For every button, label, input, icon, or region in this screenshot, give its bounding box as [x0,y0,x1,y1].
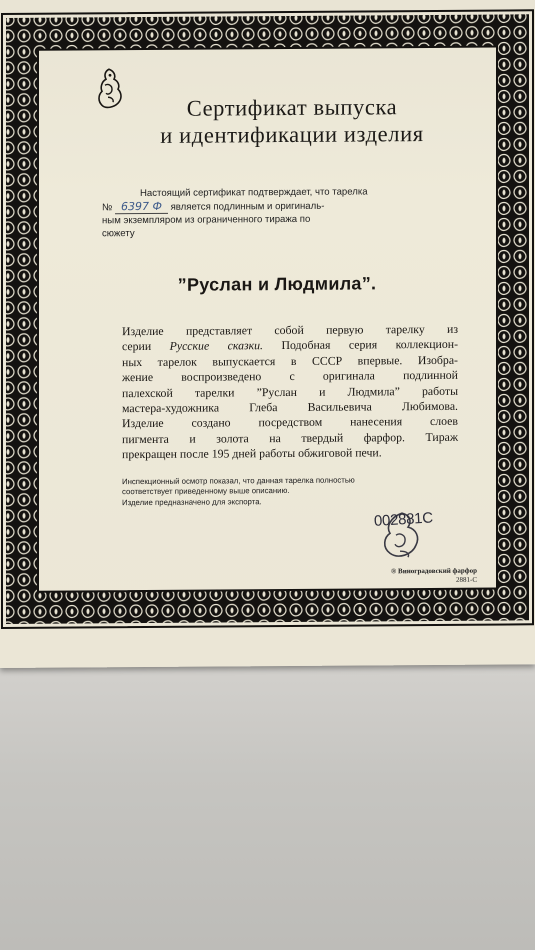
number-label: № [102,202,113,214]
inspection-line-2: соответствует приведенному выше описанию. [122,486,290,497]
series-prefix: серии [122,339,152,354]
title-line-1: Сертификат выпуска [186,94,398,121]
inspection-note [122,475,462,509]
description-line-5: палехской тарелки ”Руслан и Людмила” работы [122,383,458,400]
series-name: Русские сказки. [169,338,263,354]
product-description [122,322,458,463]
intro-line-3: ным экземпляром из ограниченного тиража по [102,213,311,227]
serial-stamp: 002881C [373,509,434,530]
certificate-content [42,44,507,587]
inspection-line-1: Инспекционный осмотр показал, что данная тарелка полностью [122,475,355,487]
intro-line-2-rest: является подлинным и оригиналь- [170,200,325,213]
description-line-8: пигмента и золота на твердый фарфор. Тираж [122,429,458,446]
certificate-intro [102,185,487,241]
table-surface [0,660,535,950]
title-line-2: и идентификации изделия [160,121,424,148]
certificate-title [82,92,502,149]
plate-number: 6397 Ф [115,200,168,214]
description-line-9: прекращен после 195 дней работы обжиговой печи. [122,445,382,462]
intro-line-1: Настоящий сертификат подтверждает, что тарелка [140,186,368,200]
publisher-name: ® Виноградовский фарфор [391,566,477,576]
description-line-6: мастера-художника Глеба Васильевича Любимова. [122,398,458,416]
series-suffix: Подобная серия коллекцион- [281,337,458,353]
export-note: Изделие предназначено для экспорта. [122,496,262,507]
publisher-mark [342,567,477,586]
intro-line-4: сюжету [102,228,135,240]
description-line-7: Изделие создано посредством нанесения слоев [122,414,458,431]
description-line-3: ных тарелок выпускается в СССР впервые. Изобра- [122,352,458,369]
description-line-4: жение воспроизведено с оригинала подлинной [122,368,458,385]
description-line-1: Изделие представляет собой первую тарелку из [122,321,458,339]
publisher-code: 2881-C [456,575,477,584]
plate-subject: ”Руслан и Людмила”. [177,273,377,295]
